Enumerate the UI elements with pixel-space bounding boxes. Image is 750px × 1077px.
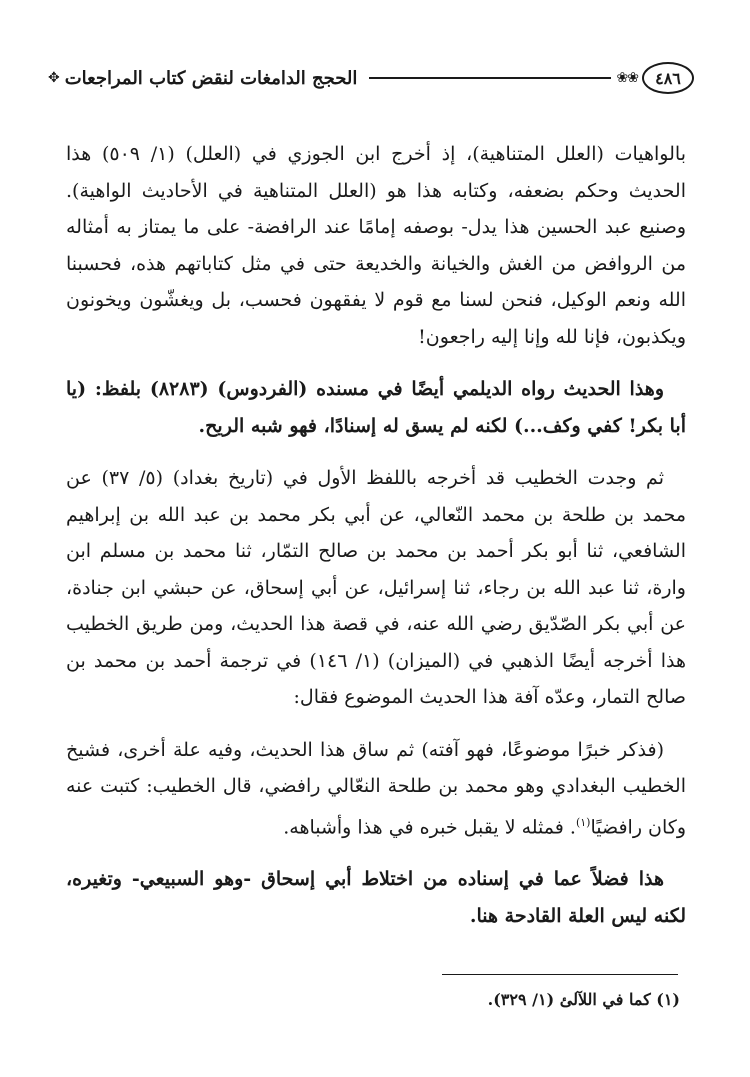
footnote-marker: (١) <box>575 815 591 829</box>
paragraph: وهذا الحديث رواه الديلمي أيضًا في مسنده (الفردوس) (٨٢٨٣) بلفظ: (يا أبا بكر! كفي وكف...) لكنه لم يسق له إسنادًا، فهو شبه الريح. <box>66 378 686 437</box>
paragraph: بالواهيات (العلل المتناهية)، إذ أخرج ابن الجوزي في (العلل) (١/ ٥٠٩) هذا الحديث وحكم بضعفه، وكتابه هذا هو (العلل المتناهية في الأحاديث الواهية). وصنيع عبد الحسين هذا يدل- بوصفه إمامًا عند الرافضة- على ما يمتاز به أمثاله من الروافض من الغش والخيانة والخديعة حتى في مثل كتاباتهم هذه، فحسبنا الله ونعم الوكيل، فنحن لسنا مع قوم لا يفقهون فحسب، بل ويغشّون ويخونون ويكذبون، فإنا لله وإنا إليه راجعون! <box>66 143 686 348</box>
footnote: (١) كما في اللآلئ (١/ ٣٢٩). <box>487 990 680 1009</box>
paragraph: هذا فضلاً عما في إسناده من اختلاط أبي إسحاق -وهو السبيعي- وتغيره، لكنه ليس العلة القادحة هنا. <box>66 868 686 927</box>
footnote-rule <box>442 974 678 975</box>
paragraph-with-footnote: (فذكر خبرًا موضوعًا، فهو آفته) ثم ساق هذا الحديث، وفيه علة أخرى، فشيخ الخطيب البغدادي وهو محمد بن طلحة النعّالي رافضي، قال الخطيب: كتبت عنه وكان رافضيًا$^{(١)}$. فمثله لا يقبل خبره في هذا وأشباهه. <box>66 738 686 838</box>
paragraph-text: (فذكر خبرًا موضوعًا، فهو آفته) ثم ساق هذا الحديث، وفيه علة أخرى، فشيخ الخطيب البغدادي وهو محمد بن طلحة النعّالي رافضي، قال الخطيب: كتبت عنه وكان رافضيًا <box>66 738 686 838</box>
ornament-icon: ✥ <box>48 70 59 86</box>
page-number: ٤٨٦ <box>642 62 694 94</box>
header-rule <box>369 77 610 79</box>
paragraph: ثم وجدت الخطيب قد أخرجه باللفظ الأول في (تاريخ بغداد) (٥/ ٣٧) عن محمد بن طلحة بن محمد النّعالي، عن أبي بكر محمد بن عبد الله بن إبراهيم الشافعي، ثنا أبو بكر أحمد بن محمد بن صالح التمّار، ثنا محمد بن مسلم ابن وارة، ثنا عبد الله بن رجاء، ثنا إسرائيل، عن أبي إسحاق، عن حبشي ابن جنادة، عن أبي بكر الصّدّيق رضي الله عنه، في قصة هذا الحديث، ومن طريق الخطيب هذا أخرجه أيضًا الذهبي في (الميزان) (١/ ١٤٦) في ترجمة أحمد بن محمد بن صالح التمار، وعدّه آفة هذا الحديث الموضوع فقال: <box>66 467 686 708</box>
ornament-icon: ❀❀ <box>616 70 638 86</box>
header-title: الحجج الدامغات لنقض كتاب المراجعات <box>64 67 358 89</box>
paragraph-text: فمثله لا يقبل خبره في هذا وأشباهه. <box>283 815 564 838</box>
page-body <box>66 136 686 950</box>
running-header <box>48 60 698 96</box>
